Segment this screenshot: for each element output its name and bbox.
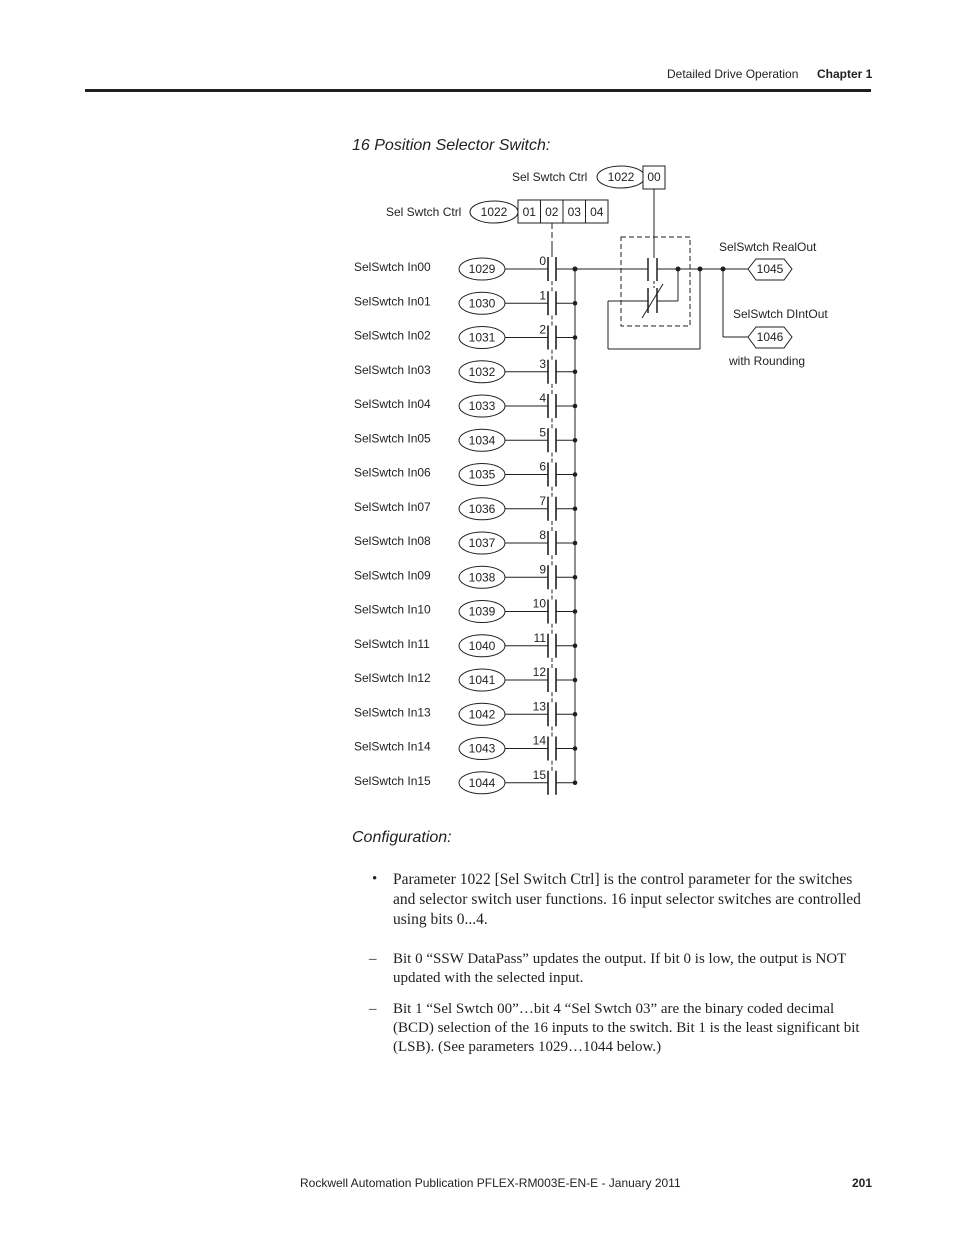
input-name-label: SelSwtch In08 — [354, 534, 431, 548]
bus-node — [573, 609, 578, 614]
input-name-label: SelSwtch In02 — [354, 328, 431, 343]
input-row — [354, 727, 577, 761]
input-name-label: SelSwtch In14 — [354, 739, 431, 754]
input-position-label: 15 — [532, 767, 546, 782]
input-row — [354, 418, 577, 452]
output-dint-label: SelSwtch DIntOut — [733, 307, 828, 321]
input-param: 1037 — [468, 536, 496, 550]
page-number: 201 — [852, 1176, 873, 1190]
input-row — [354, 487, 577, 521]
bus-node — [573, 438, 578, 443]
bus-node — [573, 404, 578, 409]
input-position-label: 8 — [539, 528, 546, 542]
input-name-label: SelSwtch In12 — [354, 671, 431, 685]
input-position-label: 12 — [532, 665, 546, 679]
input-name-label: SelSwtch In03 — [354, 362, 431, 377]
input-param: 1034 — [468, 433, 496, 448]
ctrl-top-bit: 00 — [647, 170, 661, 184]
input-row — [354, 316, 577, 350]
input-row — [354, 521, 577, 555]
ctrl-top-param: 1022 — [607, 170, 635, 184]
input-position-label: 4 — [539, 391, 546, 405]
bus-node — [573, 678, 578, 683]
output-real-group — [719, 240, 817, 280]
input-name-label: SelSwtch In15 — [354, 773, 431, 788]
input-row — [354, 384, 577, 418]
bus-node — [573, 301, 578, 306]
input-row — [354, 555, 577, 589]
input-row — [354, 247, 577, 281]
ctrl-bcd-label: Sel Swtch Ctrl — [386, 205, 462, 219]
ctrl-datapass-group — [512, 166, 665, 189]
input-param: 1044 — [468, 775, 496, 790]
input-param: 1041 — [468, 673, 496, 687]
input-row — [354, 281, 577, 315]
input-param: 1038 — [468, 570, 496, 585]
input-position-label: 6 — [539, 459, 546, 474]
ctrl-bcd-bit: 04 — [590, 205, 604, 219]
bus-node — [573, 267, 578, 272]
input-position-label: 7 — [539, 493, 546, 508]
ctrl-top-label: Sel Swtch Ctrl — [512, 170, 588, 184]
input-position-label: 0 — [539, 254, 546, 268]
input-row — [354, 624, 577, 658]
input-name-label: SelSwtch In07 — [354, 499, 431, 514]
input-position-label: 9 — [539, 562, 546, 577]
bus-node — [573, 541, 578, 546]
input-param: 1036 — [468, 501, 496, 516]
configuration-heading: Configuration: — [352, 829, 452, 846]
input-name-label: SelSwtch In00 — [354, 260, 431, 274]
bus-node — [573, 712, 578, 717]
input-position-label: 5 — [539, 425, 546, 440]
bus-node — [573, 746, 578, 751]
input-position-label: 10 — [532, 596, 546, 611]
bus-node — [573, 335, 578, 340]
header-section-title: Detailed Drive Operation — [667, 67, 799, 81]
input-name-label: SelSwtch In05 — [354, 431, 431, 446]
output-real-label: SelSwtch RealOut — [719, 240, 817, 254]
input-param: 1032 — [468, 364, 496, 379]
input-position-label: 14 — [532, 733, 546, 748]
input-name-label: SelSwtch In04 — [354, 397, 431, 411]
bus-node — [573, 506, 578, 511]
input-param: 1031 — [468, 330, 496, 345]
output-dint-note: with Rounding — [729, 354, 806, 368]
input-row — [354, 761, 577, 795]
input-name-label: SelSwtch In01 — [354, 294, 431, 309]
input-row — [354, 692, 577, 726]
header-chapter: Chapter 1 — [817, 67, 873, 81]
config-dash1-text: Bit 0 “SSW DataPass” updates the output. If bit 0 is low, the output is NOT updated with the selected input. — [393, 951, 847, 986]
diagram-heading: 16 Position Selector Switch: — [352, 137, 551, 154]
input-position-label: 13 — [532, 699, 546, 714]
footer-publication: Rockwell Automation Publication PFLEX-RM003E-EN-E - January 2011 — [300, 1176, 681, 1190]
ctrl-bcd-bit: 03 — [567, 205, 581, 219]
output-real-param: 1045 — [756, 262, 784, 276]
ctrl-bcd-param: 1022 — [480, 205, 508, 219]
input-position-label: 11 — [533, 630, 546, 645]
bus-node — [573, 575, 578, 580]
input-param: 1029 — [468, 262, 496, 276]
input-param: 1043 — [468, 741, 496, 756]
input-name-label: SelSwtch In10 — [354, 602, 431, 617]
input-param: 1040 — [468, 638, 496, 653]
input-param: 1039 — [468, 604, 496, 619]
input-param: 1035 — [468, 467, 496, 482]
input-name-label: SelSwtch In11 — [354, 636, 430, 651]
input-param: 1030 — [468, 296, 496, 311]
ctrl-bcd-bit: 01 — [522, 205, 536, 219]
input-row — [354, 590, 577, 624]
bus-node — [573, 780, 578, 785]
input-row — [354, 453, 577, 487]
input-name-label: SelSwtch In13 — [354, 705, 431, 720]
input-param: 1033 — [468, 399, 496, 413]
ctrl-bcd-bit: 02 — [545, 205, 559, 219]
output-dint-param: 1046 — [756, 330, 784, 344]
config-dash2-text: Bit 1 “Sel Swtch 00”…bit 4 “Sel Swtch 03” are the binary coded decimal (BCD) selection of the 16 inputs to the switch. Bit 1 is the least significant bit (LSB). (See parameters 1029…1044 below.) — [393, 1001, 860, 1055]
input-position-label: 2 — [539, 322, 546, 337]
bus-node — [573, 369, 578, 374]
input-row — [354, 350, 577, 384]
input-row — [354, 658, 577, 692]
dash-marker: – — [369, 1001, 377, 1017]
ctrl-bcd-group — [386, 200, 608, 223]
input-position-label: 1 — [539, 288, 546, 303]
input-name-label: SelSwtch In06 — [354, 465, 431, 480]
bus-node — [573, 643, 578, 648]
config-bullet-text: Parameter 1022 [Sel Switch Ctrl] is the control parameter for the switches and selector switch user functions. 16 input selector switches are controlled using bits 0...4. — [393, 871, 861, 928]
datapass-box — [621, 237, 690, 326]
bus-node — [573, 472, 578, 477]
dash-marker: – — [369, 951, 377, 967]
input-position-label: 3 — [539, 356, 546, 371]
input-name-label: SelSwtch In09 — [354, 568, 431, 583]
bullet-marker: • — [372, 871, 378, 887]
input-param: 1042 — [468, 707, 496, 722]
